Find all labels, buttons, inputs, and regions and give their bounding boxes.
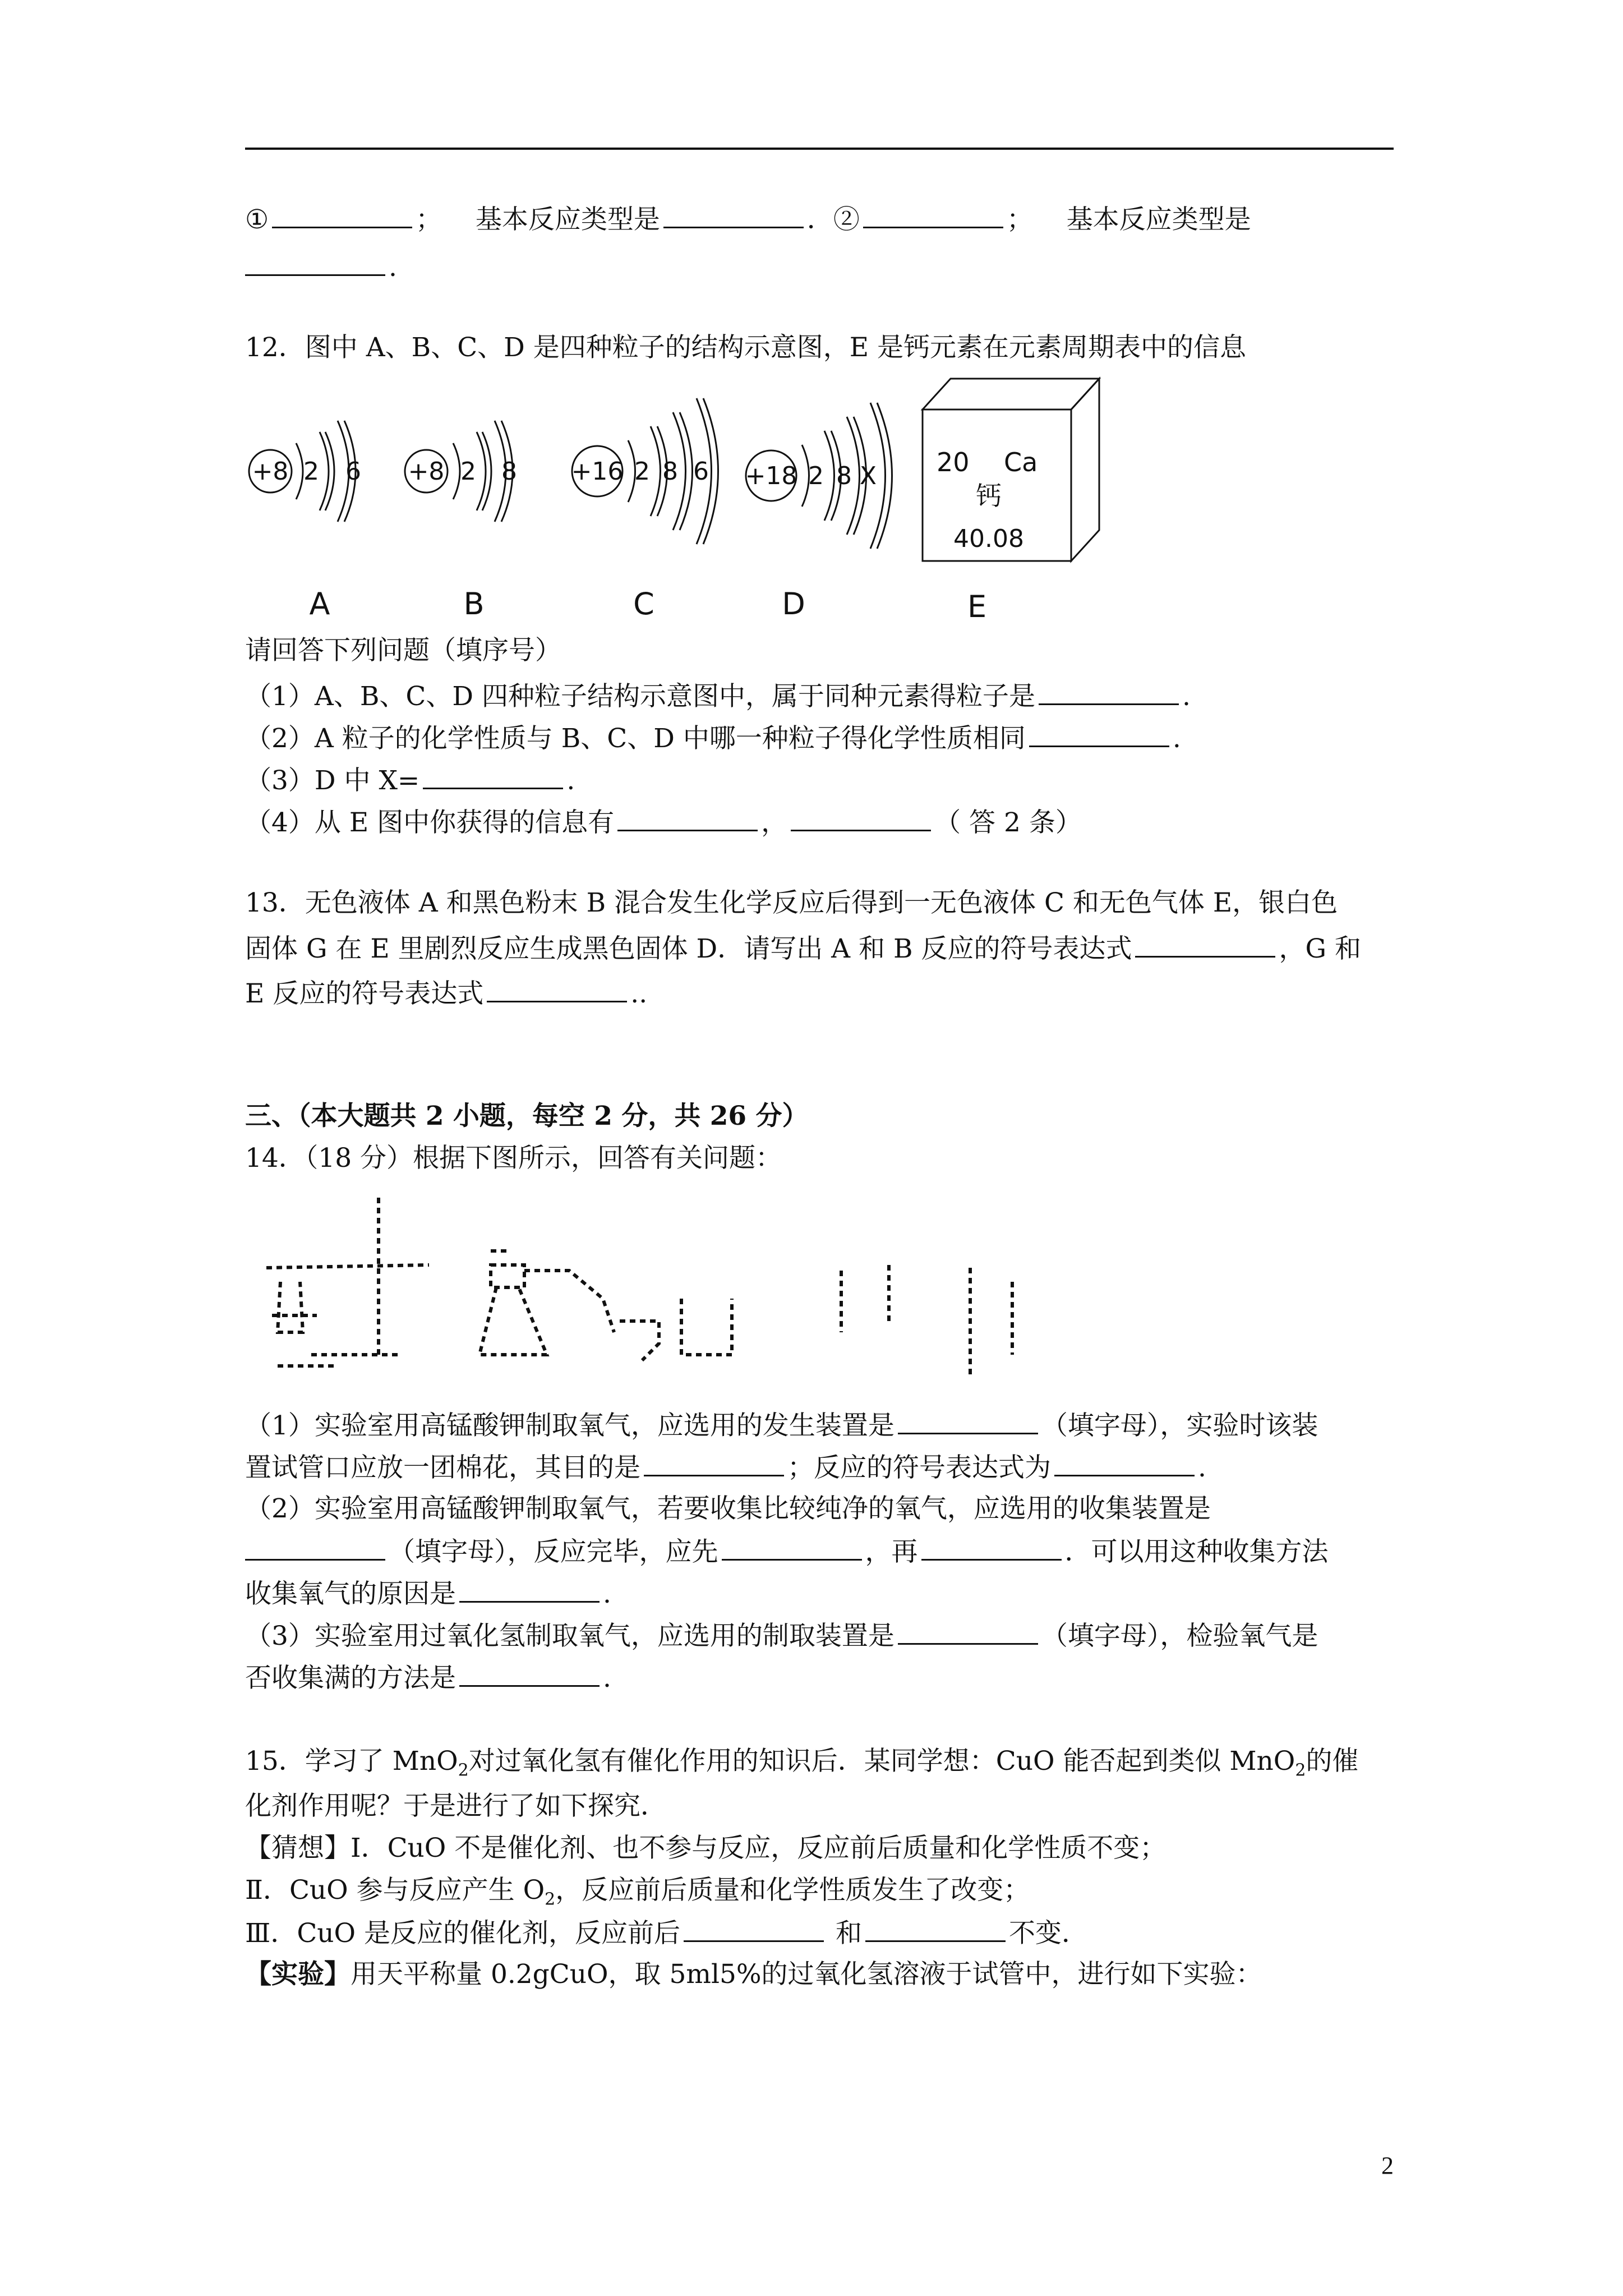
circle-2: ② — [833, 204, 860, 235]
label-e: E — [967, 589, 987, 624]
atom-b-nucleus: +8 — [408, 457, 445, 486]
atom-b-shell-2: 8 — [501, 457, 517, 486]
q14-line2: 置试管口应放一团棉花，其目的是 ；反应的符号表达式为 . — [245, 1450, 1206, 1485]
q15-line6: 【实验】用天平称量 0.2gCuO，取 5ml5%的过氧化氢溶液于试管中，进行如下实验： — [245, 1959, 1262, 1990]
blank[interactable] — [663, 202, 804, 228]
element-atomic-number: 20 — [937, 447, 970, 477]
element-box-calcium — [923, 379, 1099, 561]
q14-line4: （填字母），反应完毕，应先 ，再 ．可以用这种收集方法 — [245, 1534, 1329, 1569]
q14-line1: （1）实验室用高锰酸钾制取氧气，应选用的发生装置是 （填字母），实验时该装 — [245, 1408, 1318, 1443]
blank[interactable] — [1039, 679, 1179, 705]
blank[interactable] — [865, 1916, 1006, 1942]
q15-line3: 【猜想】Ⅰ．CuO 不是催化剂、也不参与反应，反应前后质量和化学性质不变； — [245, 1833, 1166, 1864]
blank[interactable] — [898, 1618, 1038, 1645]
atom-c-shell-3: 6 — [693, 457, 709, 486]
blank[interactable] — [644, 1450, 784, 1476]
q15-line4: Ⅱ．CuO 参与反应产生 $O_2$，反应前后质量和化学性质发生了改变； — [245, 1875, 1030, 1910]
atom-d-shell-1: 2 — [808, 462, 824, 490]
q12-part2: （2）A 粒子的化学性质与 B、C、D 中哪一种粒子得化学性质相同 . — [245, 721, 1181, 756]
label-d: D — [782, 586, 805, 622]
header-rule — [245, 148, 1394, 150]
element-name: 钙 — [976, 481, 1002, 511]
atom-b-shell-1: 2 — [460, 457, 476, 486]
q15-line2: 化剂作用呢？于是进行了如下探究． — [245, 1791, 667, 1821]
blank[interactable] — [791, 805, 931, 831]
answer-line-1: ① ； 基本反应类型是 ．② ； 基本反应类型是 — [245, 202, 1251, 237]
q12-stem: 12．图中 A、B、C、D 是四种粒子的结构示意图，E 是钙元素在元素周期表中的信息 — [245, 332, 1247, 363]
reaction-type-label: 基本反应类型是 — [475, 204, 660, 235]
blank[interactable] — [1029, 721, 1169, 747]
atom-c-diagram — [571, 398, 718, 544]
q12-part4: （4）从 E 图中你获得的信息有 ， （ 答 2 条） — [245, 805, 1082, 840]
circle-1: ① — [245, 204, 269, 235]
blank[interactable] — [245, 1534, 385, 1561]
q14-line7: 否收集满的方法是 . — [245, 1660, 611, 1695]
q14-line3: （2）实验室用高锰酸钾制取氧气，若要收集比较纯净的氧气，应选用的收集装置是 — [245, 1493, 1211, 1524]
page-number: 2 — [1381, 2152, 1394, 2179]
q15-line5: Ⅲ．CuO 是反应的催化剂，反应前后 和 不变． — [245, 1916, 1088, 1950]
atom-a-shell-2: 6 — [345, 457, 361, 486]
blank[interactable] — [722, 1534, 862, 1561]
blank[interactable] — [245, 250, 385, 276]
element-atomic-mass: 40.08 — [953, 524, 1024, 553]
blank[interactable] — [272, 202, 412, 228]
blank[interactable] — [921, 1534, 1062, 1561]
q14-line6: （3）实验室用过氧化氢制取氧气，应选用的制取装置是 （填字母），检验氧气是 — [245, 1618, 1318, 1653]
q13-line3: E 反应的符号表达式 .. — [245, 976, 647, 1011]
blank[interactable] — [863, 202, 1003, 228]
blank[interactable] — [617, 805, 758, 831]
atom-a-diagram — [249, 421, 361, 522]
atom-a-shell-1: 2 — [303, 457, 319, 486]
atom-c-nucleus: +16 — [571, 457, 624, 486]
label-a: A — [309, 586, 330, 622]
lab-apparatus-figure — [255, 1186, 1040, 1388]
label-b: B — [463, 586, 485, 622]
q12-part3: （3）D 中 X= . — [245, 763, 575, 798]
blank[interactable] — [459, 1660, 600, 1687]
answer-line-2: . — [245, 250, 397, 284]
atom-b-diagram — [405, 421, 517, 522]
blank[interactable] — [1135, 931, 1275, 958]
element-symbol: Ca — [1004, 447, 1038, 477]
atom-d-nucleus: +18 — [745, 462, 797, 490]
q15-line1: 15．学习了 MnO$_2$对过氧化氢有催化作用的知识后．某同学想：CuO 能否起到类似 MnO$_2$的催 — [245, 1746, 1359, 1780]
blank[interactable] — [684, 1916, 824, 1942]
blank[interactable] — [898, 1408, 1038, 1434]
atom-structure-diagrams — [241, 337, 1150, 628]
section-3-heading: 三、（本大题共 2 小题，每空 2 分，共 26 分） — [245, 1101, 809, 1131]
blank[interactable] — [1054, 1450, 1195, 1476]
reaction-type-label: 基本反应类型是 — [1066, 204, 1251, 235]
q12-prompt: 请回答下列问题（填序号） — [245, 635, 561, 666]
atom-c-shell-1: 2 — [634, 457, 650, 486]
blank[interactable] — [423, 763, 563, 789]
atom-d-shell-3: X — [859, 462, 877, 490]
atom-a-nucleus: +8 — [252, 457, 289, 486]
q14-line5: 收集氧气的原因是 . — [245, 1576, 611, 1611]
atom-c-shell-2: 8 — [662, 457, 678, 486]
atom-d-shell-2: 8 — [836, 462, 852, 490]
label-c: C — [633, 586, 654, 622]
q12-part1: （1）A、B、C、D 四种粒子结构示意图中，属于同种元素得粒子是 . — [245, 679, 1191, 714]
q13-line1: 13．无色液体 A 和黑色粉末 B 混合发生化学反应后得到一无色液体 C 和无色气体 E，银白色 — [245, 887, 1338, 918]
q14-stem: 14．（18 分）根据下图所示，回答有关问题： — [245, 1143, 782, 1174]
blank[interactable] — [459, 1576, 600, 1603]
atom-d-diagram — [745, 403, 892, 549]
blank[interactable] — [487, 976, 627, 1002]
q13-line2: 固体 G 在 E 里剧烈反应生成黑色固体 D．请写出 A 和 B 反应的符号表达式 ，G 和 — [245, 931, 1361, 966]
